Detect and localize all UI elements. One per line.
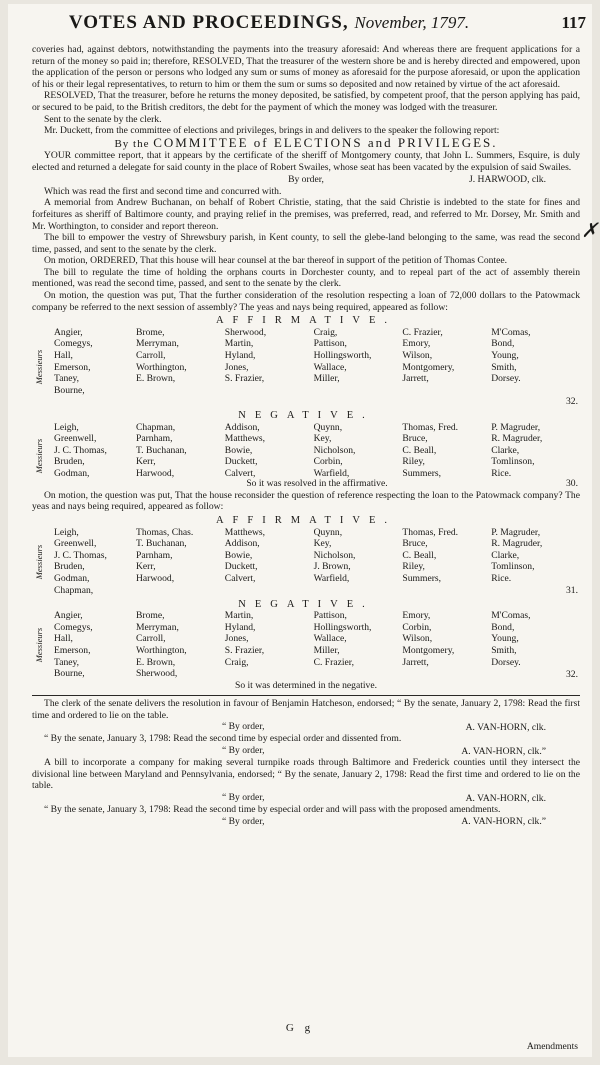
member-name: Pattison, — [313, 610, 347, 622]
member-name: Craig, — [313, 326, 338, 338]
member-name: Wallace, — [313, 633, 347, 645]
member-name: Hollingsworth, — [313, 350, 372, 362]
member-name: Martin, — [224, 610, 254, 622]
member-name: T. Buchanan, — [136, 538, 187, 550]
member-name: Godman, — [54, 572, 90, 584]
member-name: Carroll, — [136, 350, 166, 362]
member-name: Matthews, — [224, 433, 266, 445]
paragraph: On motion, the question was put, That the house reconsider the question of reference respecting the loan to the Patowmack company? The yeas and nays being required, appeared as follow: — [32, 489, 580, 513]
member-name: J. Brown, — [313, 561, 351, 573]
member-name: Carroll, — [136, 633, 166, 645]
member-name: P. Magruder, — [491, 526, 541, 538]
vote-column — [54, 422, 136, 480]
member-name: Bourne, — [54, 668, 85, 680]
member-name: Parnham, — [136, 433, 173, 445]
member-name: E. Brown, — [136, 656, 176, 668]
paragraph: On motion, the question was put, That the further consideration of the resolution respecting a loan of 72,000 dollars to the Patowmack company be referred to the next session of assembly? The yeas and nays being required, appeared as follow: — [32, 290, 580, 313]
member-name: Young, — [491, 350, 519, 362]
vote-column — [314, 527, 403, 597]
vote-column — [491, 327, 580, 397]
negative-heading: NEGATIVE. — [238, 598, 374, 610]
vote-column — [136, 422, 225, 480]
member-name: Wilson, — [402, 633, 433, 645]
messieurs-label: Messieurs — [34, 628, 45, 663]
member-name: Summers, — [402, 467, 442, 479]
member-name: Comegys, — [54, 338, 93, 350]
vote-column — [225, 327, 314, 397]
vote-column — [314, 422, 403, 480]
vote-column — [225, 610, 314, 680]
by-order: “ By order, — [222, 791, 265, 803]
member-name: M'Comas, — [491, 610, 531, 622]
member-name: C. Frazier, — [402, 326, 443, 338]
member-name: Worthington, — [136, 361, 187, 373]
member-name: Riley, — [402, 561, 425, 573]
paragraph: coveries had, against debtors, notwithstanding the payments into the treasury aforesaid: And whereas there are frequent applications for a return of the money so paid in; therefore, RESOLVED, That the treasurer of the western shore be and is hereby directed and empowered, upon the application of the person or persons who lodged any sum or sums of money as aforesaid for the purpose aforesaid, or upon the application of his or their legal representatives, to return to him or them the sum or sums so deposited and now retained by virtue of the act aforesaid. — [32, 44, 580, 90]
member-name: Rice. — [491, 572, 512, 584]
member-name: C. Frazier, — [313, 656, 354, 668]
member-name: Duckett, — [224, 561, 258, 573]
member-name: Sherwood, — [224, 326, 267, 338]
page-number: 117 — [561, 13, 586, 32]
member-name: Emory, — [402, 338, 431, 350]
member-name: Pattison, — [313, 338, 347, 350]
member-name: Rice. — [491, 467, 512, 479]
member-name: M'Comas, — [491, 326, 531, 338]
member-name: Smith, — [491, 361, 517, 373]
member-name: S. Frazier, — [224, 645, 265, 657]
member-name: Jarrett, — [402, 373, 429, 385]
member-name: Comegys, — [54, 621, 93, 633]
paragraph: Which was read the first and second time and concurred with. — [44, 185, 282, 197]
vote-column — [225, 422, 314, 480]
member-name: Worthington, — [136, 645, 187, 657]
paragraph: The bill to regulate the time of holding the orphans courts in Dorchester county, and to repeal part of the act of assembly therein mentioned, was read the second time, passed, and sent to the senate by the clerk. — [32, 266, 580, 290]
member-name: Martin, — [224, 338, 254, 350]
member-name: Bruden, — [54, 561, 85, 573]
vote-column — [225, 527, 314, 597]
header-date: November, 1797. — [354, 13, 470, 32]
member-name: Emerson, — [54, 645, 91, 657]
member-name: Godman, — [54, 467, 90, 479]
member-name: Parnham, — [136, 549, 173, 561]
vote-count: 32. — [566, 396, 578, 408]
paragraph: “ By the senate, January 3, 1798: Read the second time by especial order and will pass with the proposed amendments. — [44, 804, 501, 816]
catchword: Amendments — [526, 1041, 578, 1053]
vote-columns — [54, 327, 580, 397]
member-name: Sherwood, — [136, 668, 178, 680]
member-name: Thomas, Fred. — [402, 526, 459, 538]
page-footer — [8, 1023, 592, 1053]
member-name: C. Beall, — [402, 444, 437, 456]
member-name: Hyland, — [224, 621, 256, 633]
member-name: Leigh, — [54, 421, 79, 433]
vote-column — [136, 327, 225, 397]
member-name: Hollingsworth, — [313, 621, 372, 633]
vote-column — [54, 527, 136, 597]
member-name: Calvert, — [224, 572, 256, 584]
messieurs-label: Messieurs — [34, 544, 45, 579]
messieurs-label: Messieurs — [34, 438, 45, 473]
member-name: E. Brown, — [136, 373, 176, 385]
member-name: Bourne, — [54, 384, 85, 396]
member-name: Dorsey. — [491, 656, 521, 668]
vote-count: 31. — [566, 585, 578, 597]
member-name: Clarke, — [491, 444, 520, 456]
member-name: Key, — [313, 433, 332, 445]
member-name: Wilson, — [402, 350, 433, 362]
member-name: Angier, — [54, 326, 83, 338]
member-name: Bruden, — [54, 456, 85, 468]
member-name: Nicholson, — [313, 549, 356, 561]
member-name: Emory, — [402, 610, 431, 622]
member-name: Matthews, — [224, 526, 266, 538]
member-name: Smith, — [491, 645, 517, 657]
negative-heading: NEGATIVE. — [238, 410, 374, 421]
paragraph: Sent to the senate by the clerk. — [44, 113, 162, 125]
by-order: “ By order, — [222, 815, 265, 827]
affirmative-heading: AFFIRMATIVE. — [215, 315, 397, 327]
member-name: Bruce, — [402, 433, 428, 445]
member-name: Taney, — [54, 373, 80, 385]
member-name: Bruce, — [402, 538, 428, 550]
member-name: Harwood, — [136, 572, 175, 584]
member-name: Nicholson, — [313, 444, 356, 456]
member-name: Bond, — [491, 621, 515, 633]
member-name: Jarrett, — [402, 656, 429, 668]
margin-mark: ✗ — [581, 220, 598, 242]
member-name: Riley, — [402, 456, 425, 468]
member-name: Miller, — [313, 373, 340, 385]
member-name: Montgomery, — [402, 645, 455, 657]
committee-heading — [32, 134, 580, 151]
vote-columns — [54, 527, 580, 597]
paragraph: A memorial from Andrew Buchanan, on behalf of Robert Christie, stating, that the said Christie is indebted to the state for fines and forfeitures as sheriff of Baltimore county, and praying relief in the premises, was preferred, read, and referred to Mr. Dorsey, Mr. Smith and Mr. Worthington, to consider and report thereon. — [32, 197, 580, 232]
vote-count: 32. — [566, 668, 578, 680]
member-name: Young, — [491, 633, 519, 645]
member-name: Brome, — [136, 326, 165, 338]
paragraph: A bill to incorporate a company for making several turnpike roads through Baltimore and Frederick counties until they intersect the divisional line between Maryland and Pennsylvania, endorsed; “ By the senate, January 2, 1798: Read the first time and ordered to lie on the table. — [32, 757, 580, 792]
vote-block — [32, 527, 580, 597]
vote-column — [136, 527, 225, 597]
member-name: Emerson, — [54, 361, 91, 373]
clerk-signature: J. HARWOOD, clk. — [468, 174, 546, 186]
member-name: T. Buchanan, — [136, 444, 187, 456]
vote-block — [32, 327, 580, 408]
paragraph: On motion, ORDERED, That this house will hear counsel at the bar thereof in support of the petition of Thomas Contee. — [44, 255, 507, 267]
member-name: Addison, — [224, 538, 260, 550]
header-title: VOTES AND PROCEEDINGS, — [68, 12, 349, 33]
member-name: Hyland, — [224, 350, 256, 362]
vote-block — [32, 422, 580, 490]
member-name: Key, — [313, 538, 332, 550]
member-name: Thomas, Fred. — [402, 421, 459, 433]
paragraph: The clerk of the senate delivers the resolution in favour of Benjamin Hatcheson, endorsed; “ By the senate, January 2, 1798: Read the first time and ordered to lie on the table. — [32, 698, 580, 721]
member-name: Jones, — [224, 633, 249, 645]
member-name: C. Beall, — [402, 549, 437, 561]
paragraph: “ By the senate, January 3, 1798: Read the second time by especial order and dissented from. — [44, 733, 402, 745]
vote-columns — [54, 422, 580, 480]
signature-mark: G g — [285, 1022, 315, 1034]
vote-column — [54, 327, 136, 397]
member-name: Corbin, — [313, 456, 343, 468]
clerk-signature: A. VAN-HORN, clk. — [465, 792, 546, 804]
member-name: Tomlinson, — [491, 456, 535, 468]
vote-column — [136, 610, 225, 680]
paragraph: RESOLVED, That the treasurer, before he returns the money deposited, be satisfied, by competent proof, that the person applying has paid, or secured to be paid, to the British creditors, the debt for the payment of which the money was lodged with the treasurer. — [32, 90, 580, 113]
vote-result: So it was resolved in the affirmative. — [246, 477, 388, 489]
member-name: Summers, — [402, 572, 442, 584]
vote-column — [402, 327, 491, 397]
member-name: Merryman, — [136, 621, 179, 633]
vote-count: 30. — [566, 478, 578, 490]
member-name: Bond, — [491, 338, 515, 350]
page-body — [32, 44, 580, 828]
document-page — [8, 4, 598, 1057]
member-name: Calvert, — [224, 467, 256, 479]
vote-column — [402, 527, 491, 597]
paragraph: Mr. Duckett, from the committee of elections and privileges, brings in and delivers to the speaker the following report: — [44, 125, 500, 137]
member-name: Clarke, — [491, 549, 520, 561]
member-name: Hall, — [54, 633, 73, 645]
messieurs-label: Messieurs — [34, 350, 45, 385]
clerk-signature: A. VAN-HORN, clk.” — [461, 745, 546, 757]
member-name: Miller, — [313, 645, 340, 657]
by-order: By order, — [288, 173, 324, 185]
member-name: Wallace, — [313, 361, 347, 373]
divider — [32, 695, 580, 696]
by-order: “ By order, — [222, 721, 265, 733]
member-name: Tomlinson, — [491, 561, 535, 573]
member-name: Harwood, — [136, 467, 175, 479]
clerk-signature: A. VAN-HORN, clk.” — [461, 816, 546, 828]
member-name: Warfield, — [313, 572, 350, 584]
vote-column — [314, 610, 403, 680]
member-name: J. C. Thomas, — [54, 549, 107, 561]
member-name: Brome, — [136, 610, 165, 622]
member-name: Kerr, — [136, 561, 156, 573]
member-name: Quynn, — [313, 421, 343, 433]
member-name: Duckett, — [224, 456, 258, 468]
paragraph: YOUR committee report, that it appears by the certificate of the sheriff of Montgomery county, that John L. Summers, Esquire, is duly elected and returned a delegate for said county in the place of Robert Swailes, whose seat has been vacated by the expulsion of said Swailes. — [32, 150, 580, 173]
member-name: Taney, — [54, 656, 80, 668]
vote-column — [491, 422, 580, 480]
member-name: R. Magruder, — [491, 538, 543, 550]
member-name: Montgomery, — [402, 361, 455, 373]
vote-result: So it was determined in the negative. — [234, 680, 377, 692]
vote-columns — [54, 610, 580, 680]
vote-block — [32, 610, 580, 680]
member-name: Greenwell, — [54, 433, 97, 445]
member-name: Warfield, — [313, 467, 350, 479]
member-name: Chapman, — [54, 584, 94, 596]
by-order: “ By order, — [222, 745, 265, 756]
member-name: Angier, — [54, 610, 83, 622]
member-name: Craig, — [224, 656, 249, 668]
member-name: Merryman, — [136, 338, 179, 350]
member-name: Hall, — [54, 350, 73, 362]
paragraph: The bill to empower the vestry of Shrewsbury parish, in Kent county, to sell the glebe-land belonging to the same, was read the second time, passed, and sent to the senate by the clerk. — [32, 232, 580, 255]
vote-column — [402, 422, 491, 480]
member-name: Corbin, — [402, 621, 432, 633]
member-name: Thomas, Chas. — [136, 526, 194, 538]
member-name: R. Magruder, — [491, 433, 543, 445]
vote-column — [402, 610, 491, 680]
running-title — [12, 10, 526, 36]
member-name: Greenwell, — [54, 538, 97, 550]
member-name: Dorsey. — [491, 373, 521, 385]
member-name: J. C. Thomas, — [54, 444, 107, 456]
member-name: Jones, — [224, 361, 249, 373]
member-name: Bowie, — [224, 444, 253, 456]
vote-column — [314, 327, 403, 397]
clerk-signature: A. VAN-HORN, clk. — [465, 721, 546, 733]
member-name: Leigh, — [54, 526, 79, 538]
member-name: P. Magruder, — [491, 421, 541, 433]
affirmative-heading: AFFIRMATIVE. — [215, 514, 397, 526]
page-header — [12, 10, 586, 36]
member-name: Chapman, — [136, 421, 176, 433]
committee-by: By the — [114, 137, 150, 150]
member-name: Kerr, — [136, 456, 156, 468]
member-name: Quynn, — [313, 526, 343, 538]
committee-title: COMMITTEE of ELECTIONS and PRIVILEGES. — [153, 134, 498, 150]
member-name: S. Frazier, — [224, 373, 265, 385]
member-name: Addison, — [224, 421, 260, 433]
member-name: Bowie, — [224, 549, 253, 561]
vote-column — [54, 610, 136, 680]
